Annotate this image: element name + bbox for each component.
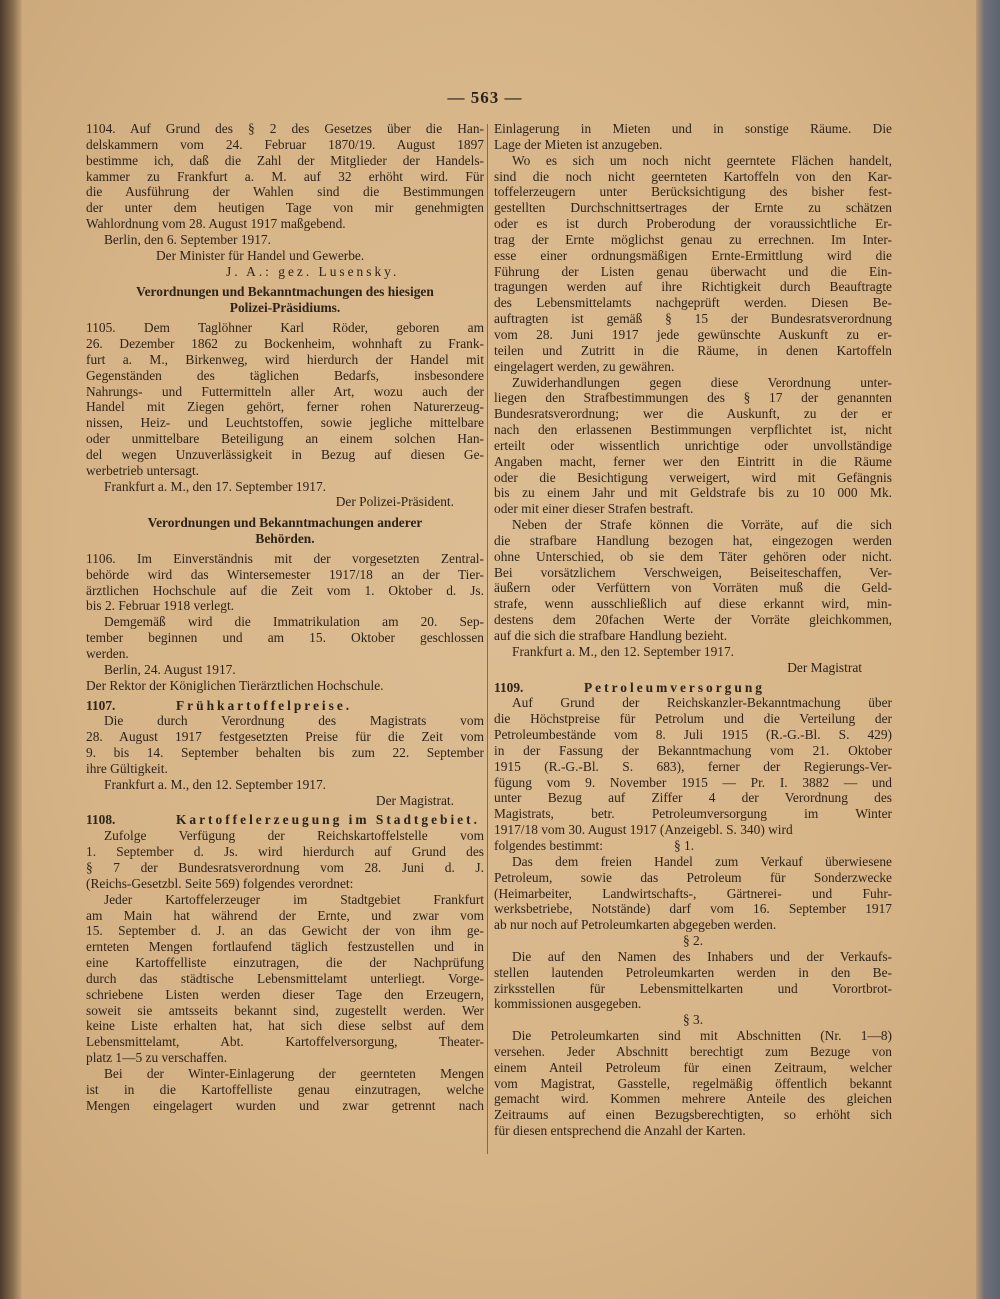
- text-line: werksbetriebe, Notstände) darf vom 16. September 1917: [494, 901, 892, 917]
- text-line: fügung vom 9. November 1915 — Pr. I. 3882 — und: [494, 774, 892, 790]
- book-binding-edge: [0, 0, 22, 1299]
- text-line: Verordnungen und Bekanntmachungen des hiesigen: [136, 284, 434, 300]
- page-number: — 563 —: [447, 88, 523, 107]
- text-line: Bei der Winter-Einlagerung der geernteten Mengen: [104, 1065, 484, 1081]
- text-line: gemacht wird. Kommen mehrere Anteile des gleichen: [494, 1091, 892, 1107]
- text-block: [86, 614, 484, 662]
- text-line: Die Petroleumkarten sind mit Abschnitten (Nr. 1—8): [512, 1028, 892, 1044]
- text-line: Petroleum, sowie das Petroleum für Sonderzwecke: [494, 869, 892, 885]
- text-line: ärztlichen Hochschule auf die Zeit vom 1. Oktober d. Js.: [86, 582, 484, 598]
- text-line: Führung der Listen genau überwacht und die Ein-: [494, 263, 892, 279]
- section-heading: Kartoffelerzeugung im Stadtgebiet.: [176, 812, 480, 828]
- text-line: Der Polizei-Präsident.: [335, 494, 454, 510]
- text-line: toffelerzeugern unter Berücksichtigung des bisher fest-: [494, 184, 892, 200]
- paragraph-line: [494, 838, 892, 854]
- text-line: Die durch Verordnung des Magistrats vom: [104, 713, 484, 729]
- text-line: Lage der Mieten ist anzugeben.: [494, 136, 663, 152]
- text-line: Bundesratsverordnung; wer die Auskunft, zu der er: [494, 406, 892, 422]
- section-title: [86, 698, 484, 714]
- text-line: Behörden.: [255, 531, 315, 547]
- text-block: [86, 892, 484, 1066]
- text-line: oder es ist durch Proberodung der voraussichtliche Er-: [494, 216, 892, 232]
- text-block: [494, 517, 892, 644]
- text-block: [494, 949, 892, 1012]
- text-line: trag der Ernte möglichst genau zu errechnen. Im Inter-: [494, 231, 892, 247]
- text-line: behörde wird das Wintersemester 1917/18 an der Tier-: [86, 566, 484, 582]
- text-line: oder die Besichtigung verweigert, wird mit Gefängnis: [494, 469, 892, 485]
- text-line: 26. Dezember 1862 zu Bockenheim, wohnhaft zu Frank-: [86, 335, 484, 351]
- text-line: Frankfurt a. M., den 12. September 1917.: [512, 643, 735, 659]
- text-block: [494, 854, 892, 933]
- text-line: tragungen werden auf ihre Richtigkeit durch Beauftragte: [494, 279, 892, 295]
- text-line: ist in die Kartoffelliste genau einzutragen, welche: [86, 1081, 484, 1097]
- text-line: eingelagert werden, zu gewähren.: [494, 358, 675, 374]
- text-line: in der Fassung der Bekanntmachung vom 21. Oktober: [494, 742, 892, 758]
- text-line: Frankfurt a. M., den 17. September 1917.: [104, 478, 327, 494]
- section-heading: [86, 515, 484, 547]
- text-line: platz 1—5 zu verschaffen.: [86, 1050, 228, 1066]
- text-block: [494, 153, 892, 375]
- text-line: für diesen entsprechend die Anzahl der Karten.: [494, 1123, 746, 1139]
- text-line: Die auf den Namen des Inhabers und der Verkaufs-: [512, 948, 892, 964]
- text-line: eine Kartoffelliste einzutragen, die der Nachprüfung: [86, 955, 484, 971]
- text-block: [494, 933, 892, 949]
- text-line: am Main hat während der Ernte, und zwar vom: [86, 907, 484, 923]
- section-title: [86, 812, 484, 828]
- text-line: ohne Unterschied, ob sie dem Täter gehören oder nicht.: [494, 548, 892, 564]
- text-line: Jeder Kartoffelerzeuger im Stadtgebiet Frankfurt: [104, 891, 484, 907]
- left-column: [86, 121, 484, 1113]
- text-line: Berlin, 24. August 1917.: [104, 661, 236, 677]
- text-line: Zeitraums auf einen Bezugsberechtigten, so erhöht sich: [494, 1107, 892, 1123]
- text-line: äußern oder Verfüttern von Vorräten muß die Geld-: [494, 580, 892, 596]
- text-block: [494, 644, 892, 660]
- text-line: bis 2. Februar 1918 verlegt.: [86, 598, 235, 614]
- text-line: Demgemäß wird die Immatrikulation am 20. Sep-: [104, 614, 484, 630]
- text-line: § 2.: [682, 933, 704, 949]
- text-block: [86, 264, 484, 280]
- text-line: ab nur noch auf Petroleumkarten abgegeben werden.: [494, 917, 777, 933]
- text-line: stellen lautenden Petroleumkarten werden in den Be-: [494, 964, 892, 980]
- text-line: Auf Grund der Reichskanzler-Bekanntmachung über: [512, 695, 892, 711]
- text-line: Der Magistrat: [787, 659, 862, 675]
- text-line: auf die sich die strafbare Handlung bezieht.: [494, 628, 728, 643]
- text-line: die Ausführung der Wahlen sind die Bestimmungen: [86, 184, 484, 200]
- text-block: [86, 320, 484, 478]
- text-line: 28. August 1917 festgesetzten Preise für die Zeit vom: [86, 729, 484, 745]
- text-line: kommissionen ausgegeben.: [494, 996, 642, 1012]
- text-line: Gegenständen des täglichen Bedarfs, insbesondere: [86, 367, 484, 383]
- text-line: ihre Gültigkeit.: [86, 760, 168, 776]
- text-line: tember beginnen und am 15. Oktober geschlossen: [86, 630, 484, 646]
- text-line: werden.: [86, 646, 129, 661]
- text-line: kammer zu Frankfurt a. M. auf 32 erhöht wird. Für: [86, 168, 484, 184]
- text-line: Polizei-Präsidiums.: [229, 300, 341, 316]
- text-line: 1. September d. Js. wird hierdurch auf Grund des: [86, 844, 484, 860]
- text-line: furt a. M., Birkenweg, wird hierdurch der Handel mit: [86, 351, 484, 367]
- text-line: erteilt oder wissentlich unrichtige oder unvollständige: [494, 437, 892, 453]
- text-line: vom 28. Juni 1917 jede gewünschte Auskunft zu er-: [494, 326, 892, 342]
- text-line: Zuwiderhandlungen gegen diese Verordnung unter-: [512, 374, 892, 390]
- text-line: esse einer ordnungsmäßigen Ernte-Ermittlung wird die: [494, 247, 892, 263]
- text-line: Angaben macht, ferner wer den Eintritt in die Räume: [494, 453, 892, 469]
- text-line: (Reichs-Gesetzbl. Seite 569) folgendes verordnet:: [86, 875, 354, 891]
- text-line: 1915 (R.-G.-Bl. S. 683), ferner der Regierungs-Ver-: [494, 758, 892, 774]
- text-block: [86, 121, 484, 232]
- text-line: § 7 der Bundesratsverordnung vom 28. Juni d. J.: [86, 859, 484, 875]
- text-block: [86, 479, 484, 495]
- text-line: schriebene Listen werden dieser Tage den Erzeugern,: [86, 986, 484, 1002]
- text-line: J. A.: gez. Lusensky.: [226, 263, 400, 279]
- section-heading: Petroleumversorgung: [584, 679, 765, 695]
- text-block: [86, 1066, 484, 1114]
- text-block: [494, 660, 892, 676]
- section-heading: [86, 284, 484, 316]
- text-block: [494, 1012, 892, 1028]
- text-line: oder mit einer dieser Strafen bestraft.: [494, 501, 694, 517]
- text-line: ernteten Mengen fortlaufend täglich festzustellen und in: [86, 939, 484, 955]
- text-line: der unter dem heutigen Tage von mir genehmigten: [86, 200, 484, 216]
- text-block: [494, 121, 892, 153]
- text-line: einem Anteil Petroleum für einen Zeitraum, welcher: [494, 1059, 892, 1075]
- text-line: sind die noch nicht geernteten Kartoffeln von den Kar-: [494, 168, 892, 184]
- text-line: gestellten Durchschnittsertrages der Ernte zu schätzen: [494, 200, 892, 216]
- text-line: Magistrats, betr. Petroleumversorgung im Winter: [494, 806, 892, 822]
- text-line: strafe, wenn ausschließlich auf diese erkannt wird, min-: [494, 596, 892, 612]
- text-line: 15. September d. J. an das Gewicht der von ihm ge-: [86, 923, 484, 939]
- text-line: 1106. Im Einverständnis mit der vorgesetzten Zentral-: [86, 550, 484, 566]
- text-line: Der Magistrat.: [375, 792, 454, 808]
- text-line: Berlin, den 6. September 1917.: [104, 231, 271, 247]
- text-line: versehen. Jeder Abschnitt berechtigt zum Bezuge von: [494, 1043, 892, 1059]
- section-title: [494, 680, 892, 696]
- text-line: Bei vorsätzlichem Verschweigen, Beiseiteschaffen, Ver-: [494, 564, 892, 580]
- text-block: [86, 248, 484, 264]
- text-line: bestimme ich, daß die Zahl der Mitglieder der Handels-: [86, 152, 484, 168]
- text-line: vom Magistrat, Gasstelle, regelmäßig öffentlich bekannt: [494, 1075, 892, 1091]
- book-cover-edge: [976, 0, 1000, 1299]
- text-line: auftragten ist gemäß § 15 der Bundesratsverordnung: [494, 311, 892, 327]
- section-number: 1107.: [86, 697, 116, 713]
- column-divider: [487, 124, 488, 1154]
- text-line: folgendes bestimmt:: [494, 837, 603, 853]
- text-line: § 3.: [682, 1012, 704, 1028]
- text-line: Wahlordnung vom 28. August 1917 maßgebend.: [86, 216, 346, 232]
- right-column: [494, 121, 892, 1139]
- text-block: [86, 713, 484, 776]
- text-line: unter Bezug auf Ziffer 4 der Verordnung des: [494, 790, 892, 806]
- text-line: Zufolge Verfügung der Reichskartoffelstelle vom: [104, 828, 484, 844]
- text-line: 9. bis 14. September behalten bis zum 22. September: [86, 745, 484, 761]
- text-line: del wegen Unzuverlässigkeit in Bezug auf diesen Ge-: [86, 446, 484, 462]
- text-block: [86, 828, 484, 891]
- text-line: des Lebensmittelamts nachgeprüft werden. Diesen Be-: [494, 295, 892, 311]
- text-line: keine Liste erhalten hat, hat sich diese selbst auf dem: [86, 1018, 484, 1034]
- text-line: 1104. Auf Grund des § 2 des Gesetzes über die Han-: [86, 121, 484, 136]
- text-line: teilen und Zutritt in die Räume, in denen Kartoffeln: [494, 342, 892, 358]
- text-line: 1917/18 vom 30. August 1917 (Anzeigebl. S. 340) wird: [494, 822, 793, 838]
- text-line: Der Minister für Handel und Gewerbe.: [156, 247, 365, 263]
- text-block: [86, 232, 484, 248]
- text-line: Mengen eingelagert wurden und zwar getrennt nach: [86, 1097, 484, 1113]
- text-line: Verordnungen und Bekanntmachungen anderer: [147, 515, 423, 531]
- section-number: 1109.: [494, 679, 524, 695]
- text-line: Lebensmittelamt, Abt. Kartoffelversorgung, Theater-: [86, 1034, 484, 1050]
- text-line: durch das städtische Lebensmittelamt unterliegt. Vorge-: [86, 970, 484, 986]
- text-line: Einlagerung in Mieten und in sonstige Räume. Die: [494, 121, 892, 136]
- text-block: [86, 494, 484, 510]
- text-line: Das dem freien Handel zum Verkauf überwiesene: [512, 853, 892, 869]
- text-line: Handel mit Ziegen gehört, ferner rohen Naturerzeug-: [86, 399, 484, 415]
- text-line: werbetrieb untersagt.: [86, 462, 200, 478]
- text-line: Petroleumbestände vom 8. Juli 1915 (R.-G.-Bl. S. 429): [494, 727, 892, 743]
- section-heading: Frühkartoffelpreise.: [176, 697, 353, 713]
- text-line: bis zu einem Jahr und mit Geldstrafe bis zu 10 000 Mk.: [494, 485, 892, 501]
- text-line: Neben der Strafe können die Vorräte, auf die sich: [512, 517, 892, 533]
- text-line: die Höchstpreise für Petrolum und die Verteilung der: [494, 711, 892, 727]
- text-block: [86, 678, 484, 694]
- text-line: liegen den Strafbestimmungen des § 17 der genannten: [494, 390, 892, 406]
- text-line: Der Rektor der Königlichen Tierärztlichen Hochschule.: [86, 677, 384, 693]
- text-block: [86, 662, 484, 678]
- text-block: [494, 375, 892, 518]
- text-block: [494, 1028, 892, 1139]
- text-block: [86, 793, 484, 809]
- text-line: destens dem 20fachen Werte der Vorräte gleichkommen,: [494, 612, 892, 628]
- text-line: Nahrungs- und Futtermitteln aller Art, wozu auch der: [86, 383, 484, 399]
- section-number: 1108.: [86, 812, 116, 828]
- text-line: nach den erlassenen Bestimmungen verpflichtet ist, nicht: [494, 422, 892, 438]
- text-line: 1105. Dem Taglöhner Karl Röder, geboren am: [86, 320, 484, 336]
- text-line: oder unmittelbare Beteiligung an einem solchen Han-: [86, 431, 484, 447]
- text-line: Wo es sich um noch nicht geerntete Flächen handelt,: [512, 152, 892, 168]
- paragraph-mark: § 1.: [674, 837, 695, 853]
- text-line: (Heimarbeiter, Landwirtschafts-, Gärtnerei- und Fuhr-: [494, 885, 892, 901]
- text-line: delskammern vom 24. Februar 1870/19. August 1897: [86, 136, 484, 152]
- text-block: [494, 695, 892, 838]
- text-line: die strafbare Handlung bezogen hat, eingezogen werden: [494, 532, 892, 548]
- text-line: zirksstellen für Lebensmittelkarten und Vorortbrot-: [494, 980, 892, 996]
- text-block: [86, 551, 484, 614]
- text-line: soweit sie amtsseits bekannt sind, zugestellt werden. Wer: [86, 1002, 484, 1018]
- text-line: Frankfurt a. M., den 12. September 1917.: [104, 776, 327, 792]
- text-block: [86, 777, 484, 793]
- text-line: nissen, Heiz- und Leuchtstoffen, sowie jegliche mittelbare: [86, 415, 484, 431]
